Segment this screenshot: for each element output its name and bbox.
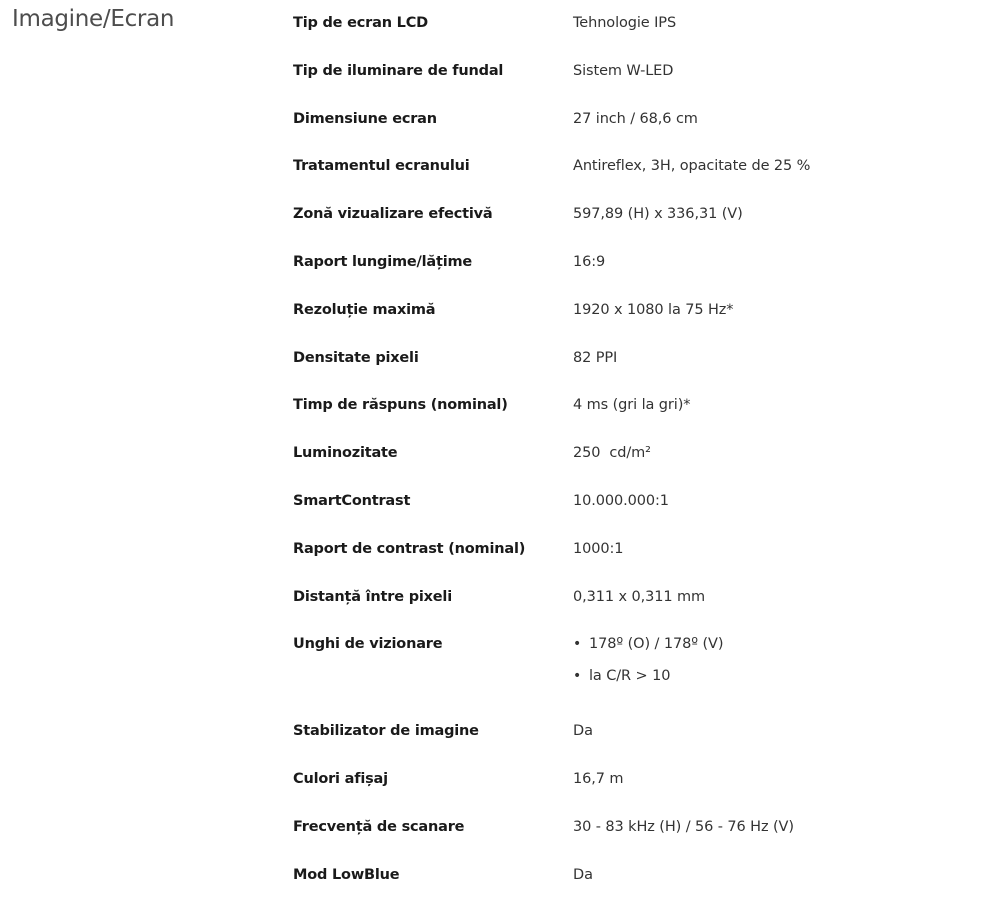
spec-label: SmartContrast	[293, 492, 411, 509]
spec-row-panel-type	[293, 11, 983, 59]
spec-row-response-time	[293, 393, 983, 441]
spec-label: Tratamentul ecranului	[293, 158, 470, 175]
bullet-text: 178º (O) / 178º (V)	[589, 636, 724, 653]
spec-label: Frecvență de scanare	[293, 818, 465, 835]
spec-row-image-stabilizer	[293, 719, 983, 767]
spec-row-aspect-ratio	[293, 250, 983, 298]
spec-value: 250 cd/m²	[573, 445, 651, 462]
spec-value: 0,311 x 0,311 mm	[573, 588, 706, 605]
spec-row-display-coating	[293, 154, 983, 202]
spec-row-panel-size	[293, 107, 983, 155]
spec-row-viewing-angle	[293, 632, 983, 719]
spec-label: Densitate pixeli	[293, 349, 419, 366]
spec-row-max-resolution	[293, 298, 983, 346]
spec-row-display-colors	[293, 767, 983, 815]
spec-value: 30 - 83 kHz (H) / 56 - 76 Hz (V)	[573, 818, 794, 835]
spec-row-contrast-ratio	[293, 537, 983, 585]
spec-row-lowblue-mode	[293, 863, 983, 911]
spec-value: 4 ms (gri la gri)*	[573, 397, 691, 414]
bullet-icon: •	[573, 636, 582, 653]
spec-label: Rezoluție maximă	[293, 301, 436, 318]
spec-value: 82 PPI	[573, 349, 618, 366]
spec-row-brightness	[293, 441, 983, 489]
spec-value: Da	[573, 723, 593, 740]
bullet-icon: •	[573, 668, 582, 685]
spec-label: Luminozitate	[293, 445, 398, 462]
spec-label: Mod LowBlue	[293, 866, 400, 883]
spec-label: Zonă vizualizare efectivă	[293, 206, 493, 223]
spec-label: Dimensiune ecran	[293, 110, 437, 127]
spec-label: Timp de răspuns (nominal)	[293, 397, 508, 414]
spec-value: Tehnologie IPS	[573, 15, 677, 31]
spec-value: Sistem W-LED	[573, 62, 674, 79]
section-title: Imagine/Ecran	[12, 6, 175, 32]
spec-value: 16:9	[573, 253, 606, 270]
spec-row-viewing-area	[293, 202, 983, 250]
bullet-text: la C/R > 10	[589, 668, 671, 685]
spec-value: 27 inch / 68,6 cm	[573, 110, 698, 127]
spec-value: Da	[573, 866, 593, 883]
spec-value: 1000:1	[573, 540, 624, 557]
spec-value: 597,89 (H) x 336,31 (V)	[573, 206, 743, 223]
spec-value: Antireflex, 3H, opacitate de 25 %	[573, 158, 811, 175]
spec-row-pixel-pitch	[293, 585, 983, 633]
spec-row-pixel-density	[293, 346, 983, 394]
list-item	[573, 664, 723, 688]
spec-label: Culori afișaj	[293, 771, 388, 788]
list-item	[573, 632, 723, 656]
spec-value: 16,7 m	[573, 771, 624, 788]
spec-value-list	[573, 632, 723, 696]
spec-label: Raport lungime/lățime	[293, 253, 473, 270]
spec-label: Distanță între pixeli	[293, 588, 452, 605]
spec-row-smartcontrast	[293, 489, 983, 537]
spec-label: Raport de contrast (nominal)	[293, 540, 526, 557]
spec-label: Stabilizator de imagine	[293, 723, 479, 740]
spec-label: Unghi de vizionare	[293, 636, 443, 653]
spec-label: Tip de iluminare de fundal	[293, 62, 504, 79]
spec-table	[293, 11, 983, 911]
spec-value: 10.000.000:1	[573, 492, 669, 509]
spec-label: Tip de ecran LCD	[293, 15, 429, 31]
spec-row-scanning-frequency	[293, 815, 983, 863]
spec-row-backlight	[293, 59, 983, 107]
spec-value: 1920 x 1080 la 75 Hz*	[573, 301, 734, 318]
bullet-list	[573, 632, 723, 688]
